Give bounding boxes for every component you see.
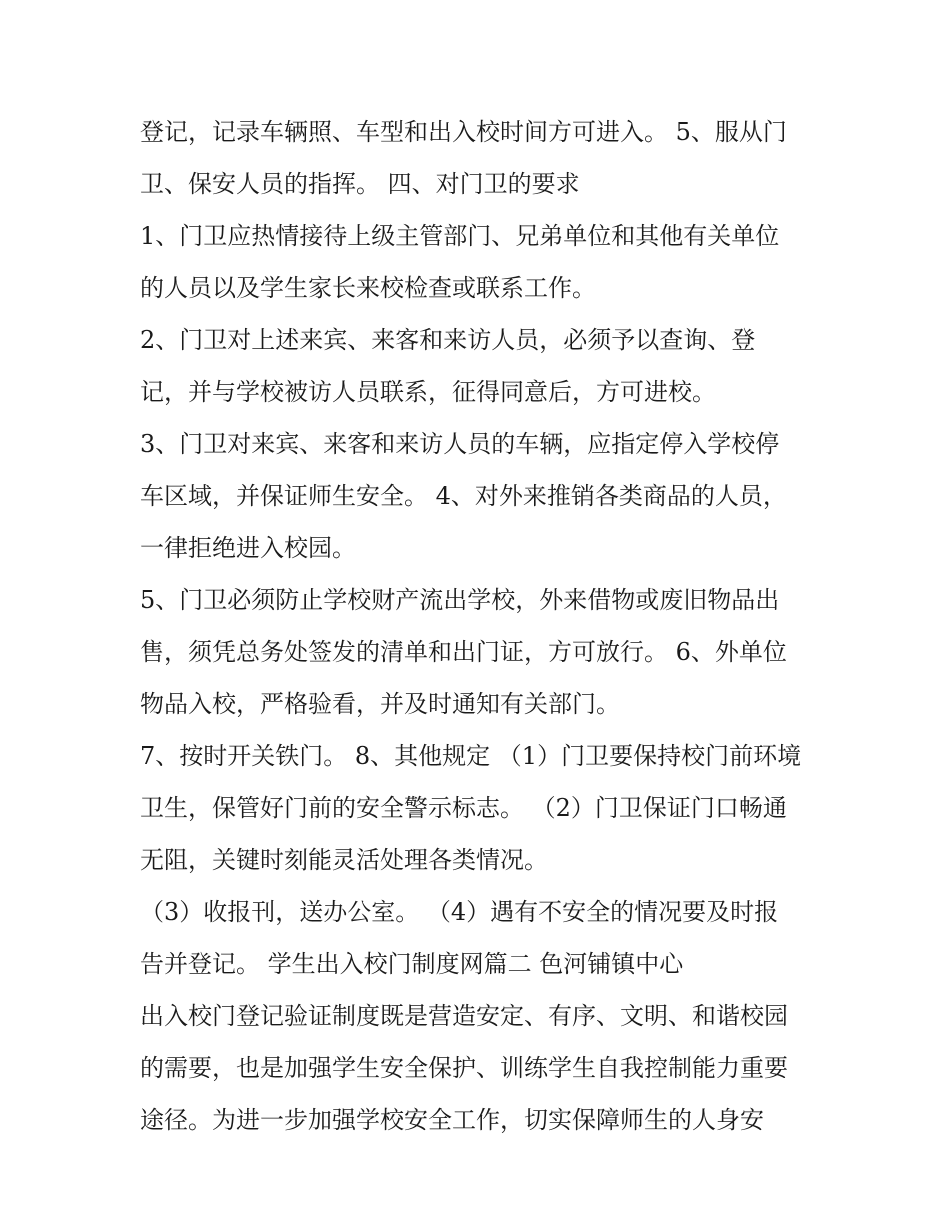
document-body bbox=[140, 106, 820, 1146]
text-line: 出入校门登记验证制度既是营造安定、有序、文明、和谐校园 bbox=[140, 1002, 788, 1030]
text-line: 1、门卫应热情接待上级主管部门、兄弟单位和其他有关单位 bbox=[140, 222, 780, 250]
text-line: （3）收报刊，送办公室。 （4）遇有不安全的情况要及时报 bbox=[140, 898, 779, 926]
text-line: 卫生，保管好门前的安全警示标志。 （2）门卫保证门口畅通 bbox=[140, 794, 787, 822]
text-line: 5、门卫必须防止学校财产流出学校，外来借物或废旧物品出 bbox=[140, 586, 780, 614]
text-line: 登记，记录车辆照、车型和出入校时间方可进入。 5、服从门 bbox=[140, 118, 787, 146]
text-line: 物品入校，严格验看，并及时通知有关部门。 bbox=[140, 690, 620, 718]
text-line: 3、门卫对来宾、来客和来访人员的车辆，应指定停入学校停 bbox=[140, 430, 780, 458]
text-line: 售，须凭总务处签发的清单和出门证，方可放行。 6、外单位 bbox=[140, 638, 787, 666]
text-line: 的人员以及学生家长来校检查或联系工作。 bbox=[140, 274, 596, 302]
text-line: 2、门卫对上述来宾、来客和来访人员，必须予以查询、登 bbox=[140, 326, 756, 354]
text-line: 告并登记。 学生出入校门制度网篇二 色河铺镇中心 bbox=[140, 950, 684, 978]
text-line: 车区域，并保证师生安全。 4、对外来推销各类商品的人员， bbox=[140, 482, 787, 510]
text-line: 记，并与学校被访人员联系，征得同意后，方可进校。 bbox=[140, 378, 716, 406]
text-line: 7、按时开关铁门。 8、其他规定 （1）门卫要保持校门前环境 bbox=[140, 742, 802, 770]
text-line: 途径。为进一步加强学校安全工作，切实保障师生的人身安 bbox=[140, 1106, 764, 1134]
text-line: 无阻，关键时刻能灵活处理各类情况。 bbox=[140, 846, 548, 874]
text-line: 的需要，也是加强学生安全保护、训练学生自我控制能力重要 bbox=[140, 1054, 788, 1082]
text-line: 卫、保安人员的指挥。 四、对门卫的要求 bbox=[140, 170, 580, 198]
text-line: 一律拒绝进入校园。 bbox=[140, 534, 356, 562]
